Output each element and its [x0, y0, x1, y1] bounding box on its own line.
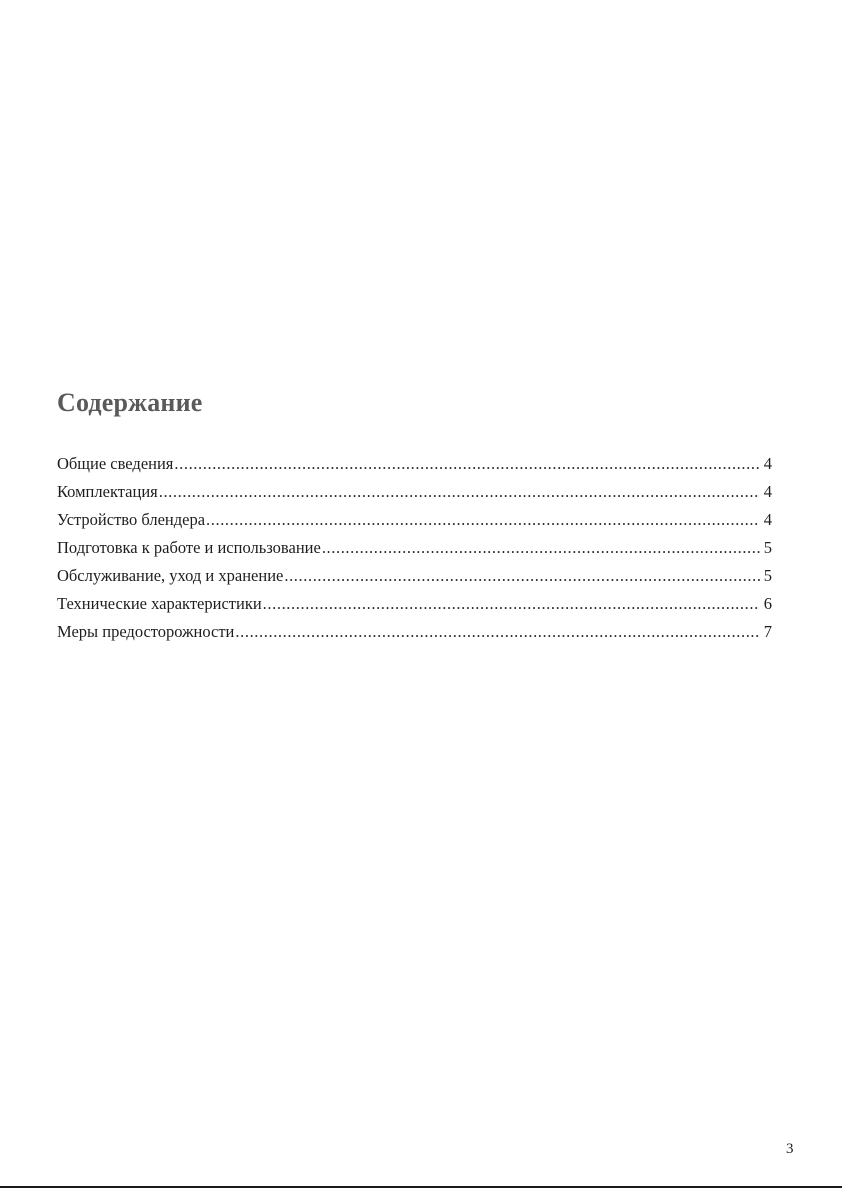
toc-entry-package-contents[interactable]: [57, 480, 772, 508]
toc-dot-leader: [159, 480, 760, 504]
toc-entry-safety-precautions[interactable]: [57, 620, 772, 648]
toc-entry-page: 4: [763, 454, 772, 473]
toc-dot-leader: [284, 564, 760, 588]
toc-dot-leader: [263, 592, 760, 616]
toc-dot-leader: [174, 452, 760, 476]
toc-entry-page: 7: [763, 622, 772, 641]
toc-dot-leader: [206, 508, 760, 532]
page-number: 3: [786, 1141, 794, 1157]
toc-entry-label: Общие сведения: [57, 454, 174, 473]
toc-entry-page: 5: [763, 538, 772, 557]
toc-dot-leader: [322, 536, 760, 560]
toc-entry-page: 4: [763, 482, 772, 501]
toc-entry-label: Технические характеристики: [57, 594, 262, 613]
toc-entry-maintenance-care-storage[interactable]: [57, 564, 772, 592]
toc-entry-page: 5: [763, 566, 772, 585]
toc-entry-label: Обслуживание, уход и хранение: [57, 566, 284, 585]
toc-entry-label: Комплектация: [57, 482, 158, 501]
table-of-contents: [57, 452, 772, 648]
toc-entry-label: Устройство блендера: [57, 510, 206, 529]
toc-entry-technical-specs[interactable]: [57, 592, 772, 620]
toc-entry-general-info[interactable]: [57, 452, 772, 480]
toc-entry-page: 6: [763, 594, 772, 613]
toc-entry-label: Меры предосторожности: [57, 622, 235, 641]
toc-entry-preparation-and-use[interactable]: [57, 536, 772, 564]
toc-dot-leader: [235, 620, 760, 644]
toc-entry-label: Подготовка к работе и использование: [57, 538, 321, 557]
toc-entry-page: 4: [763, 510, 772, 529]
page-title: Содержание: [57, 388, 203, 417]
toc-entry-blender-design[interactable]: [57, 508, 772, 536]
